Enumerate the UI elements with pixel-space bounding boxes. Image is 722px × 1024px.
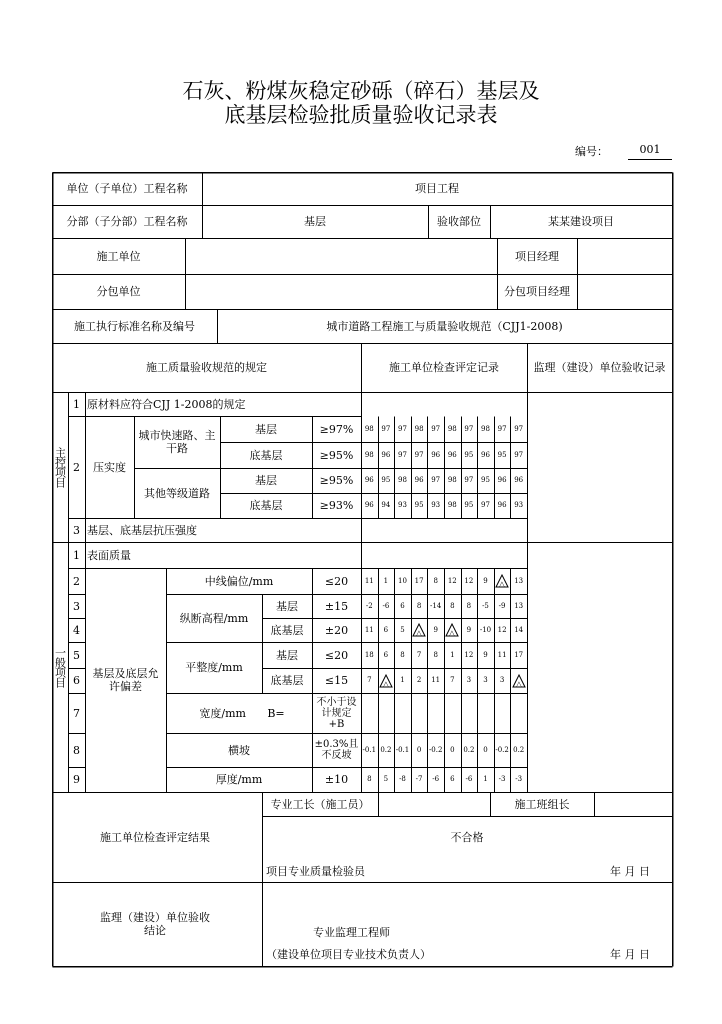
svg-text:△: △ bbox=[449, 629, 455, 637]
slope-value: 0 bbox=[483, 745, 488, 754]
flat-base-value: 8 bbox=[400, 650, 405, 659]
centerline-value: 11 bbox=[364, 576, 374, 585]
slope-label: 横坡 bbox=[228, 743, 250, 757]
supervision-conclusion-label: 监理（建设）单位验收结论 bbox=[100, 911, 210, 937]
elev-base-value: 13 bbox=[514, 601, 524, 610]
title-line-2: 底基层检验批质量验收记录表 bbox=[224, 103, 498, 127]
compaction-r3-value: 95 bbox=[481, 476, 490, 484]
division-label: 分部（子分部）工程名称 bbox=[66, 215, 188, 228]
nonconformity-triangle-icon bbox=[412, 623, 426, 637]
general-item-number-6: 6 bbox=[73, 674, 80, 687]
elev-subbase-value: 6 bbox=[383, 625, 389, 634]
flatness-subbase-label: 底基层 bbox=[270, 674, 304, 687]
elev-subbase-value: 9 bbox=[433, 625, 438, 634]
compaction-r4-value: 95 bbox=[414, 501, 424, 509]
general-item-number-4: 4 bbox=[73, 623, 80, 637]
compaction-r3-value: 95 bbox=[381, 476, 391, 484]
compaction-r3-value: 97 bbox=[431, 476, 441, 484]
flat-subbase-value: 2 bbox=[416, 676, 422, 684]
slope-value: -0.1 bbox=[362, 745, 377, 754]
standard-label: 施工执行标准名称及编号 bbox=[74, 319, 195, 333]
width-b-label: B= bbox=[267, 706, 285, 720]
elevation-label: 纵断高程/mm bbox=[179, 611, 249, 625]
general-item-number-2: 2 bbox=[73, 574, 80, 588]
compaction-r1-value: 98 bbox=[481, 424, 490, 433]
flat-subbase-value: 7 bbox=[367, 676, 372, 684]
check-result-label: 施工单位检查评定结果 bbox=[100, 830, 210, 844]
thickness-value: -6 bbox=[432, 775, 440, 783]
svg-text:△: △ bbox=[416, 629, 422, 637]
slope-value: -0.2 bbox=[428, 745, 443, 754]
compaction-r4-value: 98 bbox=[447, 501, 457, 509]
flatness-label: 平整度/mm bbox=[185, 661, 243, 674]
check-column-header: 施工单位检查评定记录 bbox=[389, 361, 499, 374]
date-2: 年 月 日 bbox=[610, 947, 650, 961]
general-item-number-9: 9 bbox=[73, 773, 80, 786]
thickness-value: 5 bbox=[383, 775, 389, 783]
slope-value: 0.2 bbox=[380, 745, 392, 754]
main-item-strength: 基层、底基层抗压强度 bbox=[87, 523, 197, 537]
centerline-value: 9 bbox=[483, 576, 488, 585]
elev-base-value: -5 bbox=[482, 601, 489, 610]
svg-text:△: △ bbox=[383, 679, 389, 688]
thickness-value: -3 bbox=[498, 775, 506, 783]
centerline-value: 13 bbox=[514, 576, 524, 585]
check-result-value: 不合格 bbox=[450, 830, 484, 844]
width-label: 宽度/mm bbox=[199, 706, 246, 720]
supervising-engineer-label: 专业监理工程师 bbox=[313, 925, 390, 939]
compaction-r1-value: 97 bbox=[381, 424, 391, 433]
compaction-label: 压实度 bbox=[93, 460, 126, 474]
acceptance-part-value: 某某建设项目 bbox=[548, 215, 614, 228]
thickness-value: 1 bbox=[483, 775, 488, 783]
elev-subbase-value: 11 bbox=[364, 625, 374, 634]
main-item-raw-material: 原材料应符合CJJ 1-2008的规定 bbox=[87, 397, 246, 411]
flat-base-value: 11 bbox=[497, 650, 507, 659]
flatness-base-label: 基层 bbox=[276, 648, 298, 662]
compaction-r4-value: 97 bbox=[481, 501, 490, 509]
compaction-subbase-2: 底基层 bbox=[249, 499, 283, 512]
compaction-base-1: 基层 bbox=[255, 422, 277, 436]
compaction-r1-value: 97 bbox=[464, 424, 474, 433]
slope-value: 0.2 bbox=[463, 745, 475, 754]
slope-value: 0.2 bbox=[513, 745, 525, 754]
compaction-r3-value: 96 bbox=[514, 476, 524, 484]
compaction-r2-value: 96 bbox=[431, 450, 441, 459]
compaction-r3-value: 96 bbox=[364, 476, 374, 484]
date-1: 年 月 日 bbox=[610, 864, 650, 878]
elevation-subbase-criterion: ±20 bbox=[324, 623, 349, 637]
main-item-number-1: 1 bbox=[73, 397, 80, 411]
elev-subbase-value: 9 bbox=[466, 625, 472, 634]
acceptance-part-label: 验收部位 bbox=[437, 215, 481, 228]
tolerance-group-label: 基层及底层允许偏差 bbox=[92, 667, 159, 693]
division-value: 基层 bbox=[304, 215, 326, 228]
slope-criterion: ±0.3%且不反坡 bbox=[314, 739, 359, 761]
thickness-value: -7 bbox=[415, 775, 423, 783]
centerline-value: 12 bbox=[447, 576, 457, 585]
compaction-r2-value: 95 bbox=[497, 450, 507, 459]
compaction-r1-value: 98 bbox=[414, 424, 424, 433]
nonconformity-triangle-icon bbox=[445, 623, 459, 637]
compaction-r4-value: 93 bbox=[431, 501, 441, 509]
compaction-r2-value: 96 bbox=[481, 450, 490, 459]
supervision-column-header: 监理（建设）单位验收记录 bbox=[533, 361, 666, 374]
thickness-value: 6 bbox=[450, 775, 455, 783]
owner-tech-lead-label: （建设单位项目专业技术负责人） bbox=[266, 947, 431, 961]
thickness-value: 8 bbox=[367, 775, 372, 783]
main-item-number-3: 3 bbox=[73, 523, 80, 537]
doc-number-value: 001 bbox=[628, 143, 672, 160]
centerline-value: 17 bbox=[414, 576, 424, 585]
flatness-base-criterion: ≤20 bbox=[324, 648, 349, 662]
contractor-label: 施工单位 bbox=[96, 249, 141, 263]
compaction-r4-value: 96 bbox=[497, 501, 507, 509]
general-item-surface: 表面质量 bbox=[87, 548, 131, 562]
thickness-value: -6 bbox=[465, 775, 473, 783]
compaction-r2-value: 98 bbox=[364, 450, 374, 459]
thickness-value: -8 bbox=[399, 775, 406, 783]
compaction-r3-value: 96 bbox=[414, 476, 424, 484]
compaction-r2-value: 96 bbox=[447, 450, 457, 459]
elev-base-value: 6 bbox=[400, 601, 405, 610]
flat-base-value: 8 bbox=[433, 650, 438, 659]
compaction-criterion-1: ≥97% bbox=[319, 422, 354, 436]
centerline-value: 1 bbox=[383, 576, 389, 585]
flatness-subbase-criterion: ≤15 bbox=[324, 674, 349, 687]
elev-base-value: -9 bbox=[498, 601, 506, 610]
elev-base-value: -2 bbox=[365, 601, 373, 610]
nonconformity-triangle-icon bbox=[512, 674, 526, 688]
width-criterion: 不小于设计规定+B bbox=[316, 696, 357, 730]
general-item-number-5: 5 bbox=[73, 648, 80, 662]
compaction-r4-value: 93 bbox=[398, 501, 407, 509]
elev-subbase-value: 14 bbox=[514, 625, 524, 634]
flat-base-value: 9 bbox=[483, 650, 488, 659]
expressway-label: 城市快速路、主干路 bbox=[138, 429, 216, 455]
flat-base-value: 1 bbox=[450, 650, 455, 659]
flat-base-value: 17 bbox=[514, 650, 524, 659]
nonconformity-triangle-icon bbox=[379, 674, 393, 688]
compaction-r2-value: 97 bbox=[414, 450, 424, 459]
elev-base-value: -14 bbox=[430, 601, 442, 610]
compaction-r2-value: 97 bbox=[398, 450, 407, 459]
flat-subbase-value: 3 bbox=[483, 676, 488, 684]
thickness-value: -3 bbox=[515, 775, 523, 783]
compaction-r3-value: 96 bbox=[497, 476, 507, 484]
general-item-number-1: 1 bbox=[73, 548, 80, 562]
elev-base-value: 8 bbox=[416, 601, 422, 610]
general-item-number-7: 7 bbox=[73, 706, 80, 720]
centerline-value: 8 bbox=[433, 576, 438, 585]
other-roads-label: 其他等级道路 bbox=[144, 486, 210, 500]
compaction-criterion-3: ≥95% bbox=[319, 474, 354, 487]
title-line-1: 石灰、粉煤灰稳定砂砾（碎石）基层及 bbox=[182, 79, 540, 103]
compaction-r4-value: 93 bbox=[514, 501, 524, 509]
slope-value: -0.1 bbox=[395, 745, 410, 754]
compaction-criterion-4: ≥93% bbox=[319, 499, 354, 512]
unit-project-value: 项目工程 bbox=[415, 182, 459, 195]
compaction-r3-value: 97 bbox=[464, 476, 474, 484]
sub-manager-label: 分包项目经理 bbox=[504, 285, 570, 298]
centerline-label: 中线偏位/mm bbox=[204, 574, 274, 588]
nonconformity-triangle-icon bbox=[495, 574, 509, 588]
main-items-label: 主控项目 bbox=[53, 447, 67, 487]
svg-text:△: △ bbox=[515, 679, 522, 688]
compaction-r3-value: 98 bbox=[447, 476, 457, 484]
elev-subbase-value: -10 bbox=[479, 625, 492, 634]
compaction-r1-value: 98 bbox=[447, 424, 457, 433]
general-items-label: 一般项目 bbox=[53, 647, 67, 687]
foreman-label: 专业工长（施工员） bbox=[270, 797, 370, 811]
centerline-criterion: ≤20 bbox=[324, 574, 349, 588]
spec-column-header: 施工质量验收规范的规定 bbox=[146, 361, 267, 374]
doc-number-label: 编号： bbox=[575, 145, 608, 158]
elev-base-value: 8 bbox=[466, 601, 472, 610]
compaction-r4-value: 95 bbox=[464, 501, 474, 509]
elevation-subbase-label: 底基层 bbox=[270, 623, 304, 637]
elevation-base-label: 基层 bbox=[276, 599, 298, 613]
compaction-base-2: 基层 bbox=[255, 474, 277, 487]
main-item-number-2: 2 bbox=[73, 460, 80, 474]
compaction-r2-value: 95 bbox=[464, 450, 474, 459]
compaction-criterion-2: ≥95% bbox=[319, 448, 354, 462]
svg-text:△: △ bbox=[499, 580, 505, 588]
flat-base-value: 7 bbox=[416, 650, 422, 659]
general-item-number-3: 3 bbox=[73, 599, 80, 613]
slope-value: -0.2 bbox=[495, 745, 509, 754]
elev-base-value: -6 bbox=[382, 601, 390, 610]
compaction-r1-value: 98 bbox=[364, 424, 374, 433]
flat-subbase-value: 7 bbox=[450, 676, 455, 684]
thickness-label: 厚度/mm bbox=[215, 773, 263, 786]
compaction-subbase-1: 底基层 bbox=[249, 448, 283, 462]
inspector-label: 项目专业质量检验员 bbox=[266, 864, 365, 878]
centerline-value: 12 bbox=[464, 576, 474, 585]
flat-base-value: 6 bbox=[383, 650, 389, 659]
standard-value: 城市道路工程施工与质量验收规范（CJJ1-2008) bbox=[326, 319, 563, 333]
compaction-r3-value: 98 bbox=[398, 476, 407, 484]
compaction-r1-value: 97 bbox=[497, 424, 507, 433]
elev-base-value: 8 bbox=[450, 601, 455, 610]
compaction-r1-value: 97 bbox=[431, 424, 441, 433]
compaction-r4-value: 96 bbox=[364, 501, 374, 509]
project-manager-label: 项目经理 bbox=[515, 249, 559, 263]
centerline-value: 10 bbox=[398, 576, 407, 585]
compaction-r2-value: 97 bbox=[514, 450, 524, 459]
general-item-number-8: 8 bbox=[73, 743, 80, 757]
elevation-base-criterion: ±15 bbox=[324, 599, 349, 613]
flat-base-value: 12 bbox=[464, 650, 474, 659]
slope-value: 0 bbox=[450, 745, 455, 754]
compaction-r4-value: 94 bbox=[381, 501, 391, 509]
flat-subbase-value: 3 bbox=[499, 676, 505, 684]
thickness-criterion: ±10 bbox=[324, 773, 349, 786]
compaction-r2-value: 96 bbox=[381, 450, 391, 459]
compaction-r1-value: 97 bbox=[398, 424, 407, 433]
flat-subbase-value: 1 bbox=[400, 676, 405, 684]
compaction-r1-value: 97 bbox=[514, 424, 524, 433]
team-leader-label: 施工班组长 bbox=[514, 797, 570, 811]
subcontractor-label: 分包单位 bbox=[96, 285, 141, 298]
flat-subbase-value: 3 bbox=[466, 676, 472, 684]
flat-subbase-value: 11 bbox=[431, 676, 441, 684]
elev-subbase-value: 12 bbox=[497, 625, 507, 634]
flat-base-value: 18 bbox=[364, 650, 374, 659]
unit-project-label: 单位（子单位）工程名称 bbox=[66, 182, 188, 195]
elev-subbase-value: 5 bbox=[400, 625, 405, 634]
slope-value: 0 bbox=[416, 745, 422, 754]
